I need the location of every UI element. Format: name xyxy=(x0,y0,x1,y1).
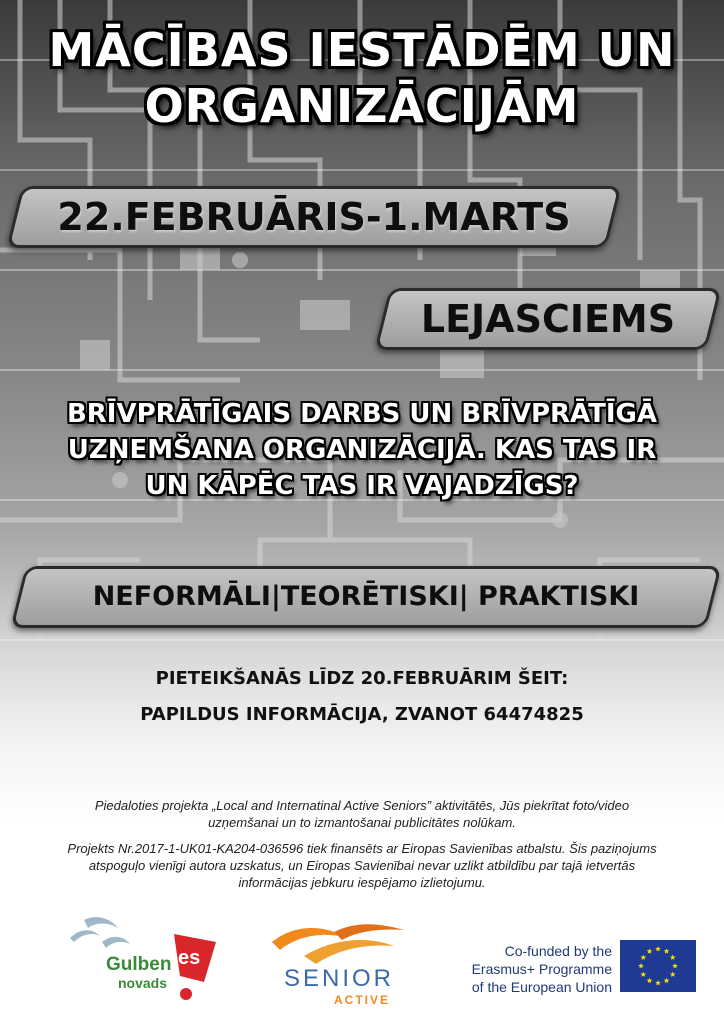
gulbene-es: es xyxy=(178,947,201,969)
eu-flag-icon xyxy=(620,940,696,992)
date-banner xyxy=(6,186,621,248)
event-subtitle xyxy=(0,396,724,504)
format-separator-2: | xyxy=(458,581,469,612)
funding-disclaimer-line-3: informācijas jebkuru iespējamo izlietojumu. xyxy=(238,875,486,890)
format-banner xyxy=(10,566,721,628)
consent-notice-line-1: Piedaloties projekta „Local and Internatinal Active Seniors” aktivitātēs, Jūs piekrītat foto/video xyxy=(94,798,630,813)
erasmus-line-2: Erasmus+ Programme xyxy=(471,961,612,977)
format-item-practical: PRAKTISKI xyxy=(478,581,640,612)
event-subtitle-line-3: UN KĀPĒC TAS IR VAJADZĪGS? xyxy=(145,471,579,501)
event-title xyxy=(0,22,724,134)
brush-strokes-icon xyxy=(272,924,404,964)
senior-word: SENIOR xyxy=(283,965,395,992)
registration-info: PIETEIKŠANĀS LĪDZ 20.FEBRUĀRIM ŠEIT: xyxy=(155,668,569,689)
gulbene-word: Gulben xyxy=(106,954,172,975)
consent-notice xyxy=(40,797,684,831)
senior-sub: ACTIVE xyxy=(333,993,391,1007)
event-subtitle-line-1: BRĪVPRĀTĪGAIS DARBS UN BRĪVPRĀTĪGĀ xyxy=(66,399,658,429)
gulbene-novads-logo xyxy=(66,912,226,1004)
erasmus-line-3: of the European Union xyxy=(471,979,612,995)
exclamation-icon xyxy=(174,934,216,1000)
senior-active-logo xyxy=(264,920,414,1010)
event-title-line-1: MĀCĪBAS IESTĀDĒM UN xyxy=(48,23,676,77)
event-subtitle-line-2: UZŅEMŠANA ORGANIZĀCIJĀ. KAS TAS IR xyxy=(67,435,657,465)
format-item-theoretical: TEORĒTISKI xyxy=(280,581,459,612)
birds-icon xyxy=(70,917,130,948)
gulbene-sub: novads xyxy=(118,975,168,991)
funding-disclaimer-line-1: Projekts Nr.2017-1-UK01-KA204-036596 tiek finansēts ar Eiropas Savienības atbalstu. Šis paziņojums xyxy=(67,841,657,856)
location-banner xyxy=(374,288,721,350)
event-title-line-2: ORGANIZĀCIJĀM xyxy=(144,79,580,133)
funding-disclaimer-line-2: atspoguļo vienīgi autora uzskatus, un Eiropas Savienībai nevar uzlikt atbildību par tajā ietvertās xyxy=(88,858,636,873)
format-item-informal: NEFORMĀLI xyxy=(92,581,271,612)
event-date: 22.FEBRUĀRIS-1.MARTS xyxy=(57,195,571,239)
consent-notice-line-2: uzņemšanai un to izmantošanai publicitātes nolūkam. xyxy=(208,815,516,830)
funding-disclaimer xyxy=(40,840,684,891)
event-location: LEJASCIEMS xyxy=(420,297,676,341)
erasmus-funding-label xyxy=(444,942,612,996)
phone-info: PAPILDUS INFORMĀCIJA, ZVANOT 64474825 xyxy=(140,704,584,725)
format-separator-1: | xyxy=(270,581,281,612)
format-list xyxy=(21,569,711,625)
erasmus-line-1: Co-funded by the xyxy=(504,943,612,959)
